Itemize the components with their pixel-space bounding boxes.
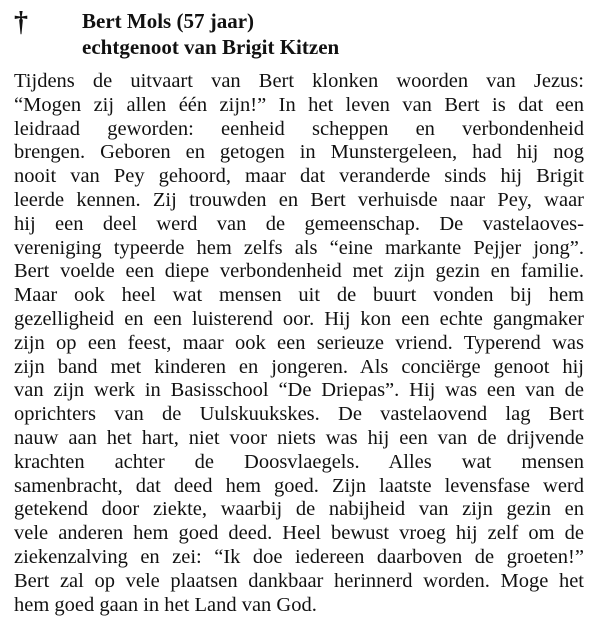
body-line: hij een deel werd van de gemeenschap. De vastelaoves-	[14, 212, 584, 235]
body-line: Tijdens de uitvaart van Bert klonken woorden van Jezus:	[14, 70, 584, 92]
body-line: nooit van Pey gehoord, maar dat veranderde sinds hij Brigit	[14, 165, 584, 188]
body-line: brengen. Geboren en getogen in Munstergeleen, had hij nog	[14, 141, 584, 164]
body-line: ziekenzalving en zei: “Ik doe iedereen daarboven de groeten!”	[14, 545, 584, 568]
spouse-line: echtgenoot van Brigit Kitzen	[82, 35, 340, 59]
body-line: Bert voelde een diepe verbondenheid met zijn gezin en familie.	[14, 260, 584, 283]
body-line: zijn op een feest, maar ook een serieuze vriend. Typerend was	[14, 331, 584, 354]
body-line: leidraad geworden: eenheid scheppen en verbondenheid	[14, 117, 584, 140]
deceased-name: Bert Mols (57 jaar)	[82, 9, 255, 33]
body-line: zijn band met kinderen en jongeren. Als conciërge genoot hij	[14, 355, 584, 378]
body-line: gezelligheid en een luisterend oor. Hij kon een echte gangmaker	[14, 307, 584, 330]
obituary-header	[82, 8, 582, 60]
body-line: vele anderen hem goed deed. Heel bewust vroeg hij zelf om de	[14, 522, 584, 545]
body-line: nauw aan het hart, niet voor niets was hij een van de drijvende	[14, 426, 584, 449]
cross-icon: †	[14, 7, 28, 38]
body-line: van zijn werk in Basisschool “De Driepas”. Hij was een van de	[14, 379, 584, 402]
body-line: samenbracht, dat deed hem goed. Zijn laatste levensfase werd	[14, 474, 584, 497]
body-line: oprichters van de Uulskuukskes. De vastelaovend lag Bert	[14, 403, 584, 426]
body-line: Maar ook heel wat mensen uit de buurt vonden bij hem	[14, 284, 584, 307]
body-line: leerde kennen. Zij trouwden en Bert verhuisde naar Pey, waar	[14, 188, 584, 211]
body-line: hem goed gaan in het Land van God.	[14, 593, 317, 616]
body-line: Bert zal op vele plaatsen dankbaar herinnerd worden. Moge het	[14, 569, 584, 592]
body-line: getekend door ziekte, waarbij de nabijheid van zijn gezin en	[14, 498, 584, 521]
body-line: “Mogen zij allen één zijn!” In het leven van Bert is dat een	[14, 93, 584, 116]
body-line: krachten achter de Doosvlaegels. Alles wat mensen	[14, 450, 584, 473]
body-line: vereniging typeerde hem zelfs als “eine markante Pejjer jong”.	[14, 236, 584, 259]
obituary-body	[14, 70, 584, 617]
